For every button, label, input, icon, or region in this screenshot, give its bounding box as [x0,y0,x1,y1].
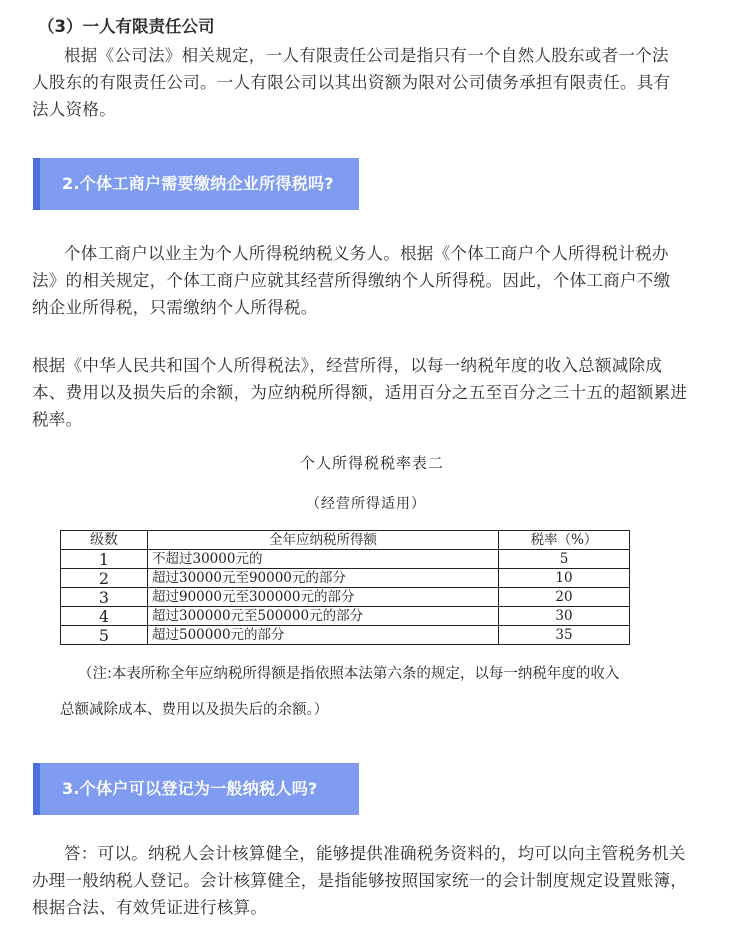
text-line: 本、费用以及损失后的余额，为应纳税所得额，适用百分之五至百分之三十五的超额累进 [32,383,688,402]
table-header-row [61,531,630,550]
section-title: 3.个体户可以登记为一般纳税人吗? [62,779,318,798]
paragraph-individual-business [32,240,722,321]
text-line: 人股东的有限责任公司。一人有限公司以其出资额为限对公司债务承担有限责任。具有 [32,73,671,92]
row-level: 1 [61,550,148,569]
row-rate: 35 [499,626,630,645]
table-row [61,569,630,588]
text-line: 个体工商户以业主为个人所得税纳税义务人。根据《个体工商户个人所得税计税办 [64,244,669,263]
subsection-heading: （3）一人有限责任公司 [38,17,215,36]
text-line: 根据合法、有效凭证进行核算。 [32,898,268,917]
row-income: 超过300000元至500000元的部分 [148,607,499,626]
table-note [60,656,720,728]
row-income: 超过30000元至90000元的部分 [148,569,499,588]
text-line: 办理一般纳税人登记。会计核算健全，是指能够按照国家统一的会计制度规定设置账簿， [32,871,688,890]
paragraph-one-person-company [32,42,722,123]
text-line: 纳企业所得税，只需缴纳个人所得税。 [32,298,318,317]
text-line: 根据《中华人民共和国个人所得税法》，经营所得，以每一纳税年度的收入总额减除成 [32,356,663,375]
text-line: 法》的相关规定，个体工商户应就其经营所得缴纳个人所得税。因此，个体工商户不缴 [32,271,671,290]
header-rate: 税率（%） [499,531,630,550]
row-rate: 5 [499,550,630,569]
paragraph-general-taxpayer [32,840,722,921]
row-income: 不超过30000元的 [148,550,499,569]
table-row [61,607,630,626]
table-subtitle: （经营所得适用） [306,496,426,512]
row-level: 4 [61,607,148,626]
row-rate: 30 [499,607,630,626]
row-rate: 10 [499,569,630,588]
table-row [61,626,630,645]
row-level: 2 [61,569,148,588]
paragraph-tax-law [32,352,722,433]
text-line: 税率。 [32,410,83,429]
header-level: 级数 [61,531,148,550]
table-row [61,588,630,607]
text-line: 法人资格。 [32,100,116,119]
table-row [61,550,630,569]
text-line: 答：可以。纳税人会计核算健全，能够提供准确税务资料的，均可以向主管税务机关 [64,844,686,863]
row-income: 超过500000元的部分 [148,626,499,645]
note-line: （注:本表所称全年应纳税所得额是指依照本法第六条的规定，以每一纳税年度的收入 [78,666,620,682]
tax-rate-table [60,530,630,645]
section-title-bar [33,158,359,210]
header-income: 全年应纳税所得额 [148,531,499,550]
row-income: 超过90000元至300000元的部分 [148,588,499,607]
table-title: 个人所得税税率表二 [300,454,445,472]
row-level: 3 [61,588,148,607]
row-rate: 20 [499,588,630,607]
note-line: 总额减除成本、费用以及损失后的余额。） [60,702,329,718]
section-title-bar [33,763,359,815]
row-level: 5 [61,626,148,645]
section-title: 2.个体工商户需要缴纳企业所得税吗? [62,174,334,193]
text-line: 根据《公司法》相关规定，一人有限责任公司是指只有一个自然人股东或者一个法 [64,46,669,65]
